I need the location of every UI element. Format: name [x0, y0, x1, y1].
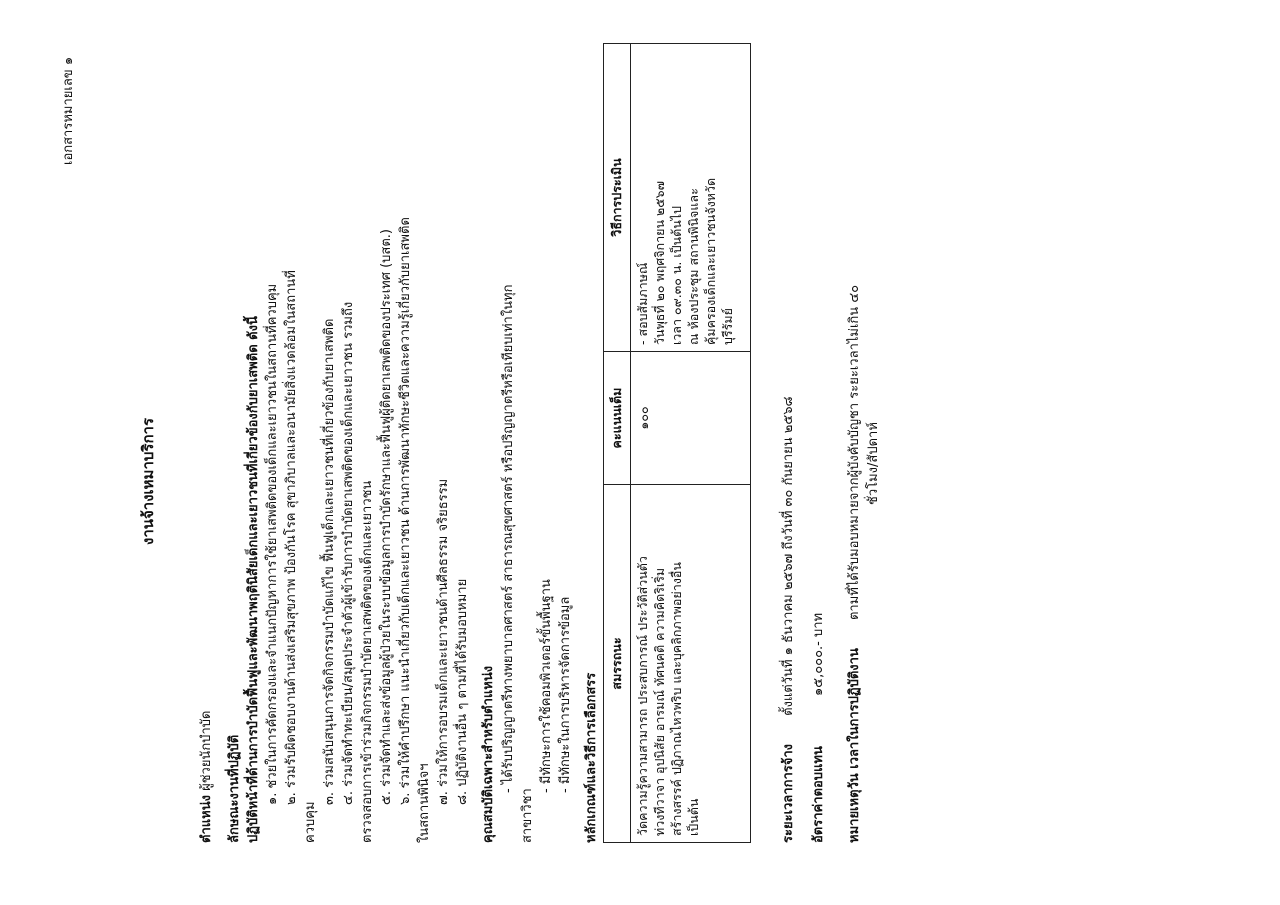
- pay-value: ๑๕,๐๐๐.- บาท: [811, 612, 826, 696]
- method-line: วันพุธที่ ๒๐ พฤศจิกายน ๒๕๖๗: [652, 180, 667, 345]
- qualification-item: - ได้รับปริญญาตรีทางพยาบาลศาสตร์ สาธารณสุขศาสตร์ หรือปริญญาตรีหรือเทียบเท่าในทุก: [501, 284, 516, 793]
- table-row: [631, 44, 751, 843]
- duty-item: ๘. ปฏิบัติงานอื่น ๆ ตามที่ได้รับมอบหมาย: [455, 578, 470, 805]
- position-line: [198, 711, 215, 843]
- assessment-table: [603, 43, 751, 843]
- duty-item: ๔. ร่วมจัดทำทะเบียน/สมุดประจำตัวผู้เข้ารับการบำบัดยาเสพติดของเด็กและเยาวชน รวมถึง: [341, 301, 356, 805]
- competency-line: สร้างสรรค์ ปฏิภาณไหวพริบ และบุคลิกภาพอย่างอื่น: [669, 562, 684, 836]
- header-score: คะแนนเต็ม: [604, 352, 631, 485]
- position-value: ผู้ช่วยนักบำบัด: [199, 710, 214, 791]
- duty-item: ๗. ร่วมให้การอบรมเด็กและเยาวชนด้านศีลธรรม จริยธรรม: [436, 478, 451, 805]
- duty-item: ๒. ร่วมรับผิดชอบงานด้านส่งเสริมสุขภาพ ป้องกันโรค สุขาภิบาลและอนามัยสิ่งแวดล้อมในสถานที่: [284, 270, 299, 805]
- criteria-heading: หลักเกณฑ์และวิธีการเลือกสรร: [584, 672, 599, 843]
- competency-line: เป็นต้น: [686, 798, 701, 836]
- method-line: คุ้มครองเด็กและเยาวชนจังหวัด: [703, 177, 718, 345]
- method-cell: [631, 44, 751, 352]
- pay-line: [810, 613, 827, 843]
- competency-line: วัดความรู้ความสามารถ ประสบการณ์ ประวัติส่วนตัว: [635, 556, 650, 836]
- duty-item: ควบคุม: [303, 801, 318, 843]
- score-cell: ๑๐๐: [631, 352, 751, 485]
- qualification-item: - มีทักษะในการบริหารจัดการข้อมูล: [558, 596, 573, 793]
- qualification-item: - มีทักษะการใช้คอมพิวเตอร์ขั้นพื้นฐาน: [539, 579, 554, 793]
- hours-value: ตามที่ได้รับมอบหมายจากผู้บังคับบัญชา ระยะเวลาไม่เกิน ๔๐: [847, 284, 862, 621]
- duties-heading: ลักษณะงานที่ปฏิบัติ: [227, 734, 242, 843]
- duties-intro: ปฏิบัติหน้าที่ด้านการบำบัดฟื้นฟูและพัฒนาพฤตินิสัยเด็กและเยาวชนที่เกี่ยวข้องกับยาเสพติด ดังนี้: [246, 316, 261, 843]
- qualification-item: สาขาวิชา: [520, 788, 535, 843]
- method-line: เวลา ๐๙.๓๐ น. เป็นต้นไป: [669, 206, 684, 345]
- table-header-row: [604, 44, 631, 843]
- header-method: วิธีการประเมิน: [604, 44, 631, 352]
- duty-item: ๑. ช่วยในการคัดกรองและจำแนกปัญหาการใช้ยาเสพติดของเด็กและเยาวชนในสถานที่ควบคุม: [265, 283, 280, 805]
- competency-cell: [631, 485, 751, 843]
- location-line: ในสถานพินิจฯ: [417, 763, 432, 843]
- method-line: ณ ห้องประชุม สถานพินิจและ: [686, 188, 701, 345]
- position-label: ตำแหน่ง: [199, 795, 214, 843]
- document-title: งานจ้างเหมาบริการ: [139, 417, 157, 545]
- qualifications-heading: คุณสมบัติเฉพาะสำหรับตำแหน่ง: [481, 665, 496, 843]
- document-number: เอกสารหมายเลข ๑: [61, 56, 76, 165]
- method-line: - สอบสัมภาษณ์: [635, 262, 650, 345]
- period-value: ตั้งแต่วันที่ ๑ ธันวาคม ๒๕๖๗ ถึงวันที่ ๓๐ กันยายน ๒๕๖๘: [781, 396, 796, 716]
- duty-item: ๓. ร่วมสนับสนุนการจัดกิจกรรมบำบัดแก้ไข ฟื้นฟูเด็กและเยาวชนที่เกี่ยวข้องกับยาเสพติด: [322, 318, 337, 805]
- hours-line: [846, 285, 863, 843]
- competency-line: ท่วงทีวาจา อุปนิสัย อารมณ์ ทัศนคติ ความคิดริเริ่ม: [652, 567, 667, 836]
- method-line: บุรีรัมย์: [720, 308, 735, 345]
- hours-label: หมายเหตุวัน เวลาในการปฏิบัติงาน: [847, 648, 862, 843]
- duty-item: ๕. ร่วมจัดทำและส่งข้อมูลผู้ป่วยในระบบข้อมูลการบำบัดรักษาและฟื้นฟูผู้ติดยาเสพติดของประเทศ (บสต.): [379, 229, 394, 805]
- period-label: ระยะเวลาการจ้าง: [781, 744, 796, 843]
- pay-label: อัตราค่าตอบแทน: [811, 746, 826, 843]
- hours-value-cont: ชั่วโมง/สัปดาห์: [866, 422, 881, 505]
- duty-item: ๖. ร่วมให้คำปรึกษา แนะนำเกี่ยวกับเด็กและเยาวชน ด้านการพัฒนาทักษะชีวิตและความรู้เกี่ยวกับยาเสพติด: [398, 217, 413, 805]
- header-competency: สมรรถนะ: [604, 485, 631, 843]
- duty-item: ตรวจสอบการเข้าร่วมกิจกรรมบำบัดยาเสพติดของเด็กและเยาวชน: [360, 480, 375, 843]
- period-line: [780, 397, 797, 843]
